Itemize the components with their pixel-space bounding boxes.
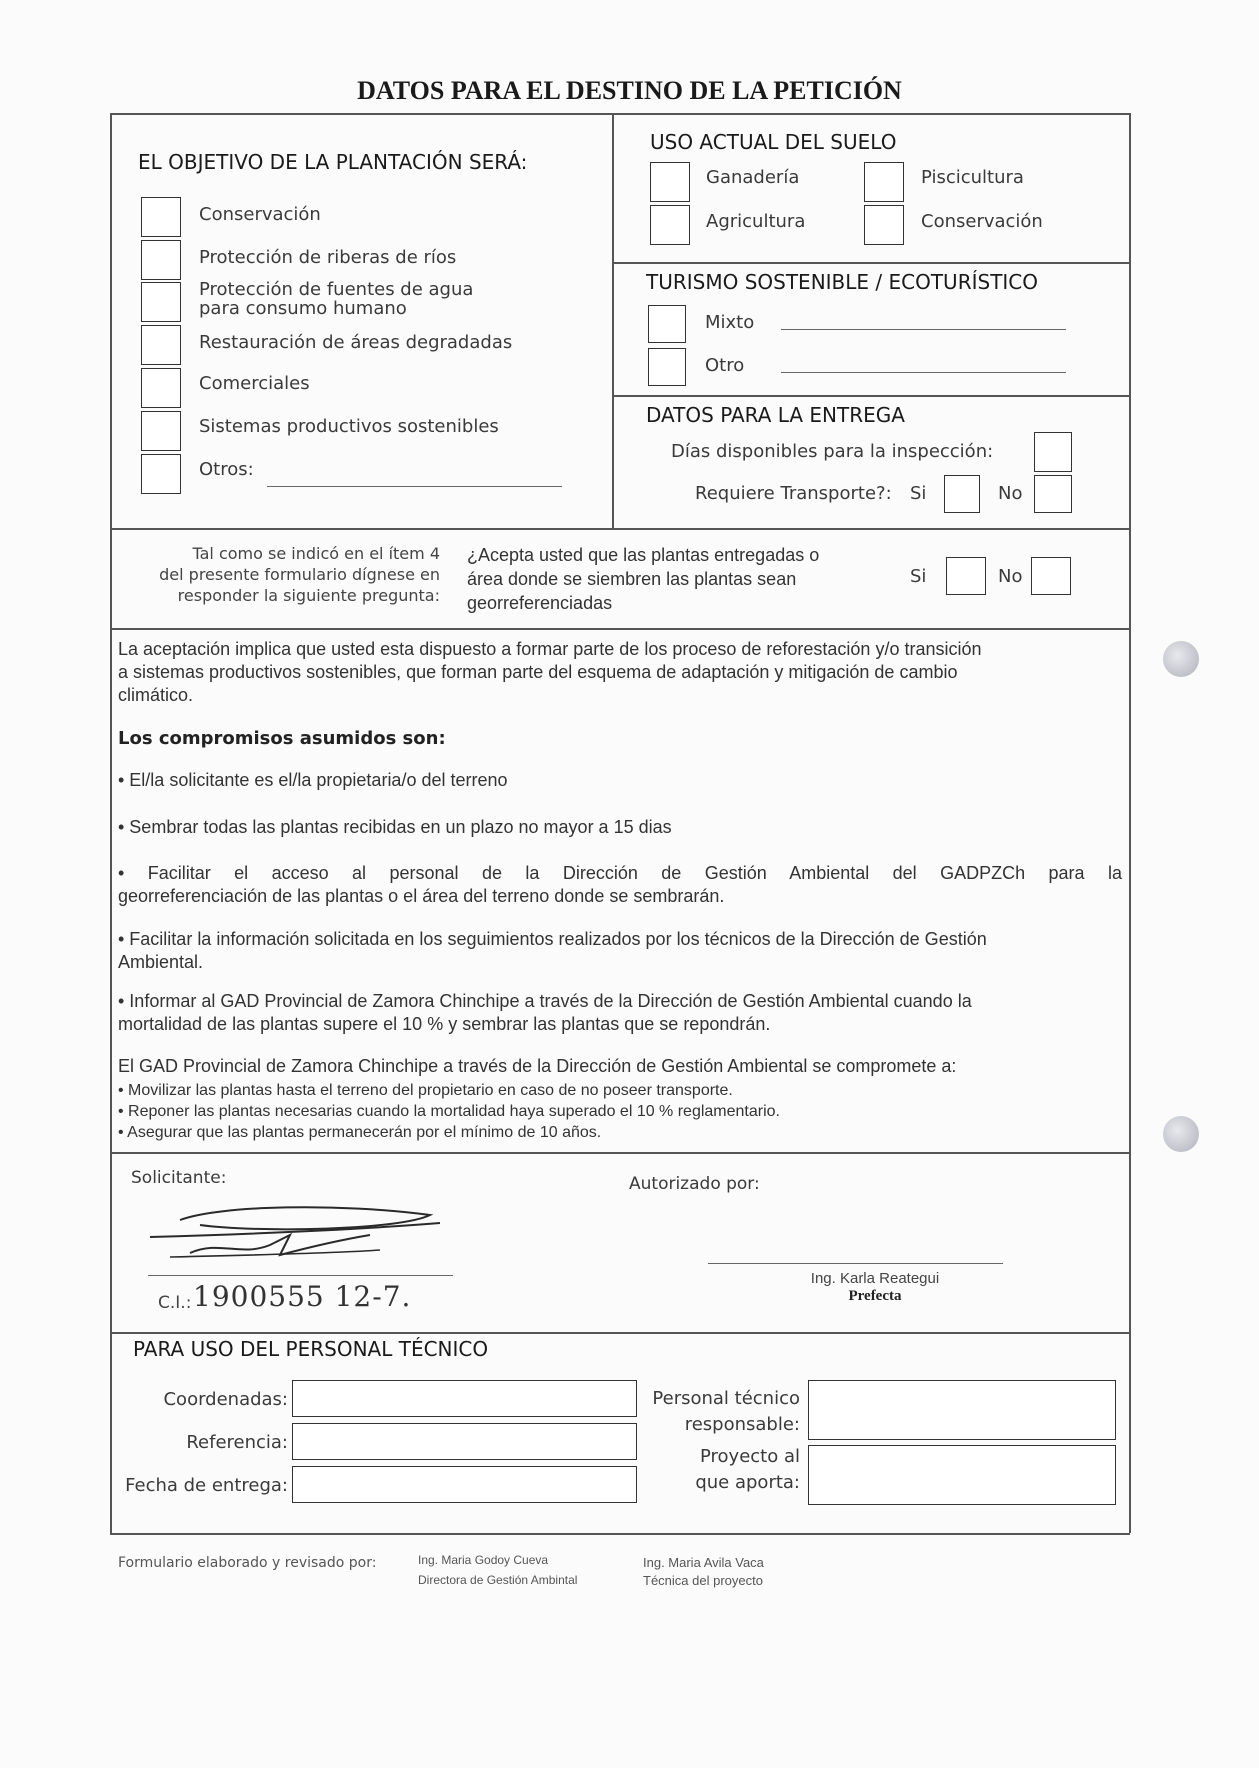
compromiso-line: georreferenciación de las plantas o el área del terreno donde se sembrarán. xyxy=(118,886,725,906)
aceptacion-line: La aceptación implica que usted esta dispuesto a formar parte de los proceso de reforestación y/o transición xyxy=(118,639,982,659)
turismo-header: TURISMO SOSTENIBLE / ECOTURÍSTICO xyxy=(646,270,1039,294)
objetivo-header: EL OBJETIVO DE LA PLANTACIÓN SERÁ: xyxy=(138,150,528,174)
autorizado-role: Prefecta xyxy=(848,1288,902,1304)
frame-left xyxy=(110,113,112,1533)
gad-bullet: • Asegurar que las plantas permanecerán por el mínimo de 10 años. xyxy=(118,1124,602,1141)
frame-top xyxy=(110,113,1130,115)
tecnico-header: PARA USO DEL PERSONAL TÉCNICO xyxy=(133,1337,489,1361)
aceptacion-paragraph xyxy=(118,638,982,707)
compromiso-bullet xyxy=(118,990,972,1036)
compromiso-line: • Facilitar la información solicitada en los seguimientos realizados por los técnicos de la Dirección de Gestión xyxy=(118,929,987,949)
signature-image xyxy=(140,1195,460,1275)
option-fuentes-agua-line2: para consumo humano xyxy=(199,298,407,319)
checkbox-comerciales[interactable] xyxy=(141,368,181,408)
fecha-entrega-label: Fecha de entrega: xyxy=(125,1475,288,1496)
checkbox-conservacion[interactable] xyxy=(141,197,181,237)
transporte-label: Requiere Transporte?: xyxy=(695,483,892,504)
column-divider xyxy=(612,113,614,528)
punch-hole-top xyxy=(1163,641,1199,677)
checkbox-piscicultura[interactable] xyxy=(864,162,904,202)
option-mixto: Mixto xyxy=(705,312,755,333)
gad-intro: El GAD Provincial de Zamora Chinchipe a través de la Dirección de Gestión Ambiental se compromete a: xyxy=(118,1056,957,1076)
pregunta-question-line: ¿Acepta usted que las plantas entregadas o xyxy=(467,545,820,565)
footer-person-2-role: Técnica del proyecto xyxy=(643,1573,763,1588)
otro-turismo-input-line[interactable] xyxy=(781,372,1066,373)
frame-bottom xyxy=(110,1533,1130,1535)
compromiso-bullet xyxy=(118,769,508,792)
option-comerciales: Comerciales xyxy=(199,373,310,394)
compromiso-line: • Sembrar todas las plantas recibidas en un plazo no mayor a 15 dias xyxy=(118,817,672,837)
punch-hole-bottom xyxy=(1163,1116,1199,1152)
aceptacion-line: climático. xyxy=(118,685,194,705)
referencia-input[interactable] xyxy=(292,1423,637,1460)
footer-person-1-role: Directora de Gestión Ambintal xyxy=(418,1573,578,1587)
aceptacion-line: a sistemas productivos sostenibles, que forman parte del esquema de adaptación y mitigación de cambio xyxy=(118,662,958,682)
compromiso-line: • El/la solicitante es el/la propietaria/o del terreno xyxy=(118,770,508,790)
transporte-no-label: No xyxy=(998,483,1023,504)
checkbox-conservacion-suelo[interactable] xyxy=(864,205,904,245)
checkbox-agricultura[interactable] xyxy=(650,205,690,245)
ci-value: 1900555 12-7. xyxy=(193,1280,412,1313)
autorizado-label: Autorizado por: xyxy=(629,1174,760,1194)
compromiso-bullet xyxy=(118,816,672,839)
proyecto-line: Proyecto al xyxy=(699,1446,800,1467)
pregunta-si-checkbox[interactable] xyxy=(946,557,986,595)
footer-label: Formulario elaborado y revisado por: xyxy=(118,1555,377,1571)
page-title: DATOS PARA EL DESTINO DE LA PETICIÓN xyxy=(357,76,902,105)
solicitante-signature-line xyxy=(148,1275,453,1276)
fecha-entrega-input[interactable] xyxy=(292,1466,637,1503)
compromiso-line: mortalidad de las plantas supere el 10 % y sembrar las plantas que se repondrán. xyxy=(118,1014,771,1034)
frame-right xyxy=(1129,113,1131,1533)
pregunta-question-line: área donde se siembren las plantas sean xyxy=(467,569,797,589)
checkbox-sistemas[interactable] xyxy=(141,411,181,451)
divider-uso-turismo xyxy=(612,262,1130,264)
checkbox-fuentes-agua[interactable] xyxy=(141,282,181,322)
coordenadas-input[interactable] xyxy=(292,1380,637,1417)
coordenadas-label: Coordenadas: xyxy=(163,1389,288,1410)
compromiso-line: Ambiental. xyxy=(118,952,204,972)
autorizado-signature-line xyxy=(708,1263,1003,1264)
ci-label: C.I.: xyxy=(158,1293,192,1313)
footer-person-1-name: Ing. Maria Godoy Cueva xyxy=(418,1553,549,1567)
pregunta-intro-line: Tal como se indicó en el ítem 4 xyxy=(192,544,440,563)
option-otro-turismo: Otro xyxy=(705,355,745,376)
option-otros: Otros: xyxy=(199,459,254,480)
compromisos-header: Los compromisos asumidos son: xyxy=(118,728,446,749)
pregunta-no-checkbox[interactable] xyxy=(1031,557,1071,595)
personal-tecnico-label xyxy=(640,1386,800,1438)
checkbox-mixto[interactable] xyxy=(648,305,686,343)
dias-label: Días disponibles para la inspección: xyxy=(671,441,994,462)
option-restauracion: Restauración de áreas degradadas xyxy=(199,332,513,353)
transporte-si-label: Si xyxy=(910,483,927,504)
transporte-si-checkbox[interactable] xyxy=(944,475,980,513)
dias-checkbox[interactable] xyxy=(1034,432,1072,472)
checkbox-riberas[interactable] xyxy=(141,240,181,280)
otros-input-line[interactable] xyxy=(267,486,562,487)
solicitante-label: Solicitante: xyxy=(131,1168,227,1188)
personal-tecnico-input[interactable] xyxy=(808,1380,1116,1440)
pregunta-intro xyxy=(120,543,440,606)
mixto-input-line[interactable] xyxy=(781,329,1066,330)
option-conservacion-suelo: Conservación xyxy=(921,211,1043,232)
divider-compromisos xyxy=(110,1152,1130,1154)
proyecto-label xyxy=(640,1444,800,1496)
gad-bullets xyxy=(118,1080,780,1143)
uso-suelo-header: USO ACTUAL DEL SUELO xyxy=(650,130,897,154)
compromiso-bullet xyxy=(118,928,987,974)
checkbox-otro-turismo[interactable] xyxy=(648,348,686,386)
divider-top-section xyxy=(110,528,1130,530)
gad-bullet: • Movilizar las plantas hasta el terreno del propietario en caso de no poseer transporte. xyxy=(118,1082,733,1099)
checkbox-otros[interactable] xyxy=(141,454,181,494)
checkbox-restauracion[interactable] xyxy=(141,325,181,365)
pregunta-question xyxy=(467,543,819,615)
pregunta-si-label: Si xyxy=(910,566,927,587)
option-agricultura: Agricultura xyxy=(706,211,806,232)
autorizado-name: Ing. Karla Reategui xyxy=(810,1270,940,1287)
proyecto-input[interactable] xyxy=(808,1445,1116,1505)
option-sistemas: Sistemas productivos sostenibles xyxy=(199,416,499,437)
compromiso-bullet xyxy=(118,862,1122,908)
checkbox-ganaderia[interactable] xyxy=(650,162,690,202)
option-fuentes-agua: Protección de fuentes de agua xyxy=(199,279,474,300)
gad-bullet: • Reponer las plantas necesarias cuando la mortalidad haya superado el 10 % reglamentario. xyxy=(118,1103,780,1120)
pregunta-question-line: georreferenciadas xyxy=(467,593,613,613)
divider-turismo-entrega xyxy=(612,395,1130,397)
pregunta-intro-line: del presente formulario dígnese en xyxy=(159,565,440,584)
divider-question xyxy=(110,628,1130,630)
option-riberas: Protección de riberas de ríos xyxy=(199,247,457,268)
option-conservacion: Conservación xyxy=(199,204,321,225)
referencia-label: Referencia: xyxy=(186,1432,288,1453)
footer-person-2-name: Ing. Maria Avila Vaca xyxy=(643,1555,764,1570)
transporte-no-checkbox[interactable] xyxy=(1034,475,1072,513)
proyecto-line: que aporta: xyxy=(695,1472,800,1493)
option-piscicultura: Piscicultura xyxy=(921,167,1024,188)
compromiso-line: • Facilitar el acceso al personal de la Dirección de Gestión Ambiental del GADPZCh para la xyxy=(118,863,1122,883)
compromiso-line: • Informar al GAD Provincial de Zamora Chinchipe a través de la Dirección de Gestión Ambiental cuando la xyxy=(118,991,972,1011)
pregunta-intro-line: responder la siguiente pregunta: xyxy=(177,586,440,605)
option-ganaderia: Ganadería xyxy=(706,167,800,188)
entrega-header: DATOS PARA LA ENTREGA xyxy=(646,403,905,427)
personal-tecnico-line: responsable: xyxy=(684,1414,800,1435)
divider-firmas xyxy=(110,1332,1130,1334)
pregunta-no-label: No xyxy=(998,566,1023,587)
personal-tecnico-line: Personal técnico xyxy=(652,1388,800,1409)
